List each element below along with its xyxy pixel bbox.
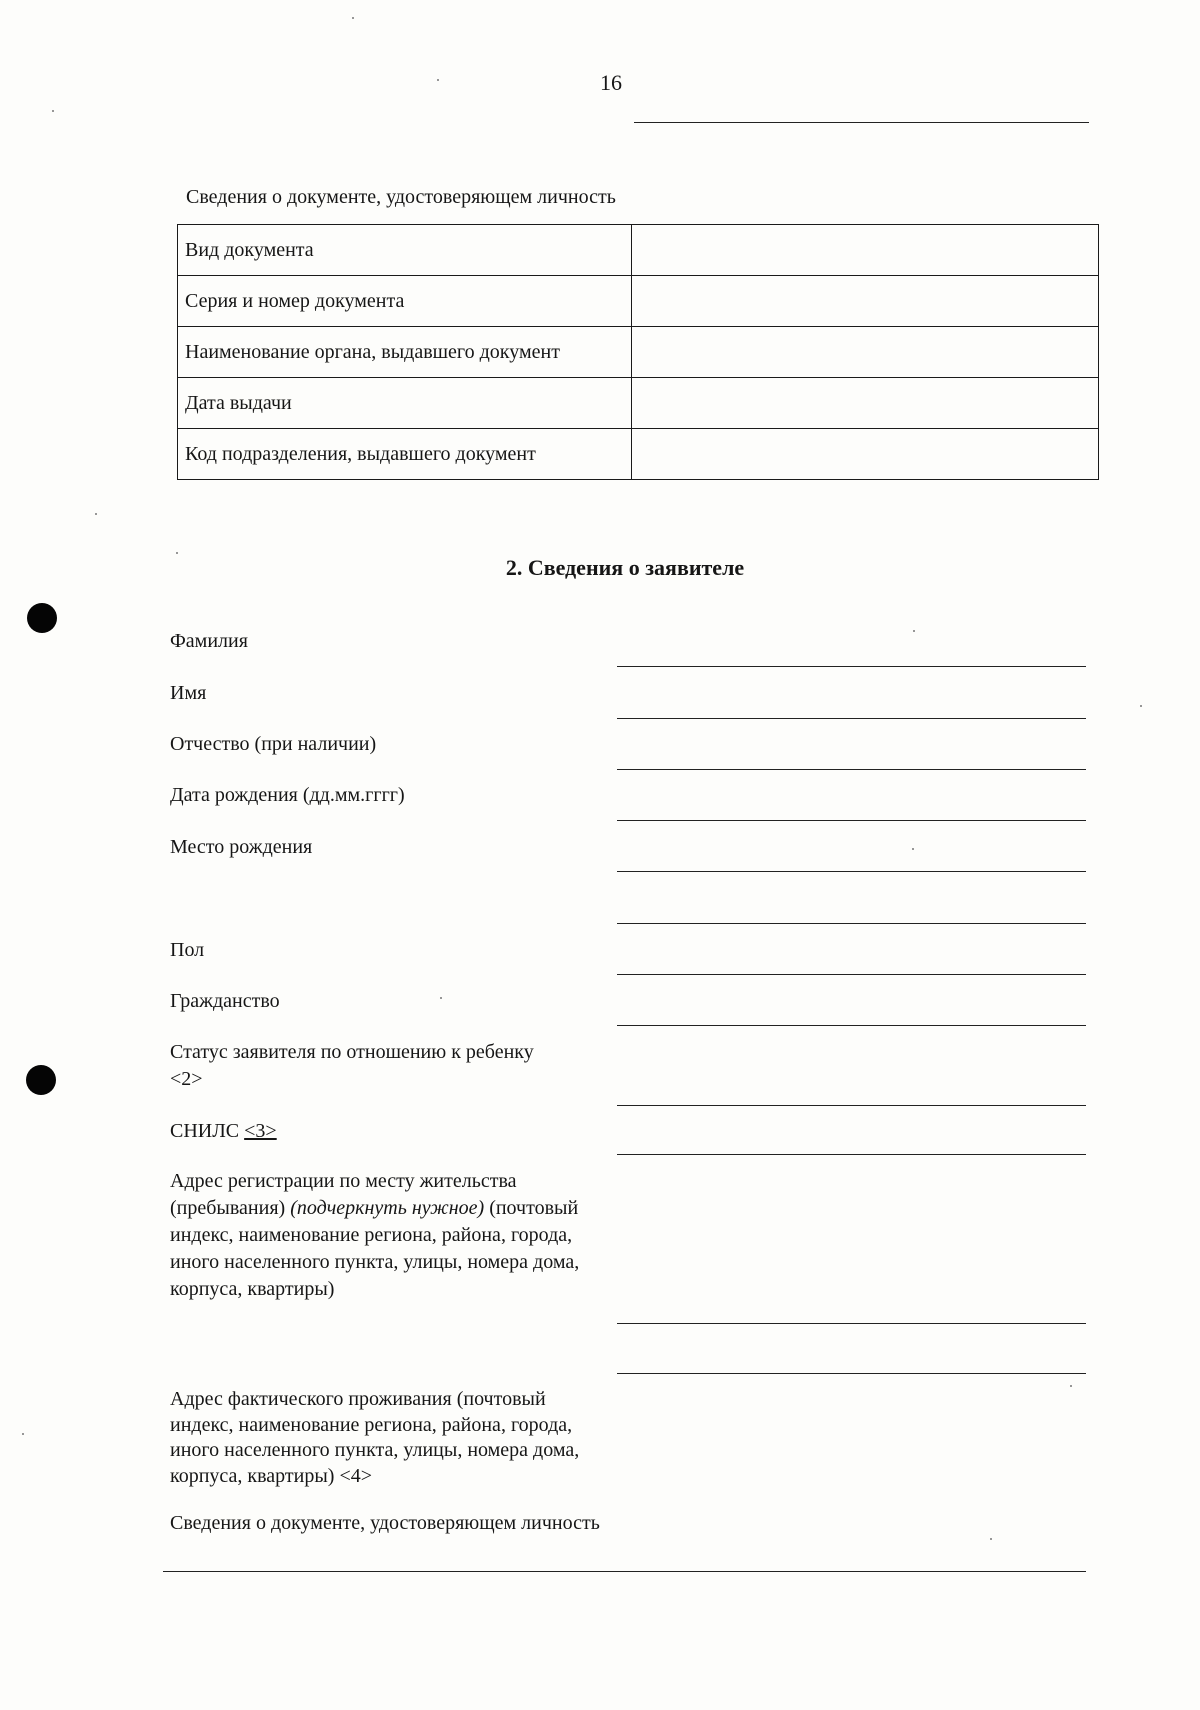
- registration-address-field[interactable]: [617, 1323, 1086, 1324]
- row-value-document-type[interactable]: [632, 225, 1099, 276]
- table-row: [178, 429, 1099, 480]
- scan-speck: [913, 630, 915, 632]
- scan-speck: [437, 79, 439, 81]
- surname-label: Фамилия: [170, 630, 248, 652]
- identity-document-caption: Сведения о документе, удостоверяющем личность: [186, 186, 616, 208]
- status-label: [170, 1039, 610, 1093]
- table-row: [178, 225, 1099, 276]
- birth-place-field[interactable]: [617, 871, 1086, 872]
- snils-label: [170, 1118, 277, 1145]
- registration-address-text: Адрес регистрации по месту жительства (пребывания): [170, 1170, 517, 1219]
- sex-field[interactable]: [617, 974, 1086, 975]
- scan-speck: [1070, 1385, 1072, 1387]
- scan-speck: [352, 17, 354, 19]
- name-field[interactable]: [617, 718, 1086, 719]
- scan-speck: [912, 848, 914, 850]
- scan-speck: [176, 552, 178, 554]
- status-field[interactable]: [617, 1105, 1086, 1106]
- row-label-issue-date: Дата выдачи: [178, 378, 632, 429]
- citizenship-label: Гражданство: [170, 990, 280, 1012]
- row-value-department-code[interactable]: [632, 429, 1099, 480]
- row-label-document-type: Вид документа: [178, 225, 632, 276]
- scan-speck: [52, 110, 54, 112]
- header-rule: [634, 122, 1089, 123]
- page-number: 16: [600, 70, 622, 95]
- birth-place-label: Место рождения: [170, 836, 313, 858]
- applicant-id-document-field[interactable]: [163, 1571, 1086, 1572]
- section-title: 2. Сведения о заявителе: [505, 555, 745, 580]
- scan-speck: [990, 1538, 992, 1540]
- snils-text: СНИЛС: [170, 1120, 240, 1142]
- registration-address-label: [170, 1168, 610, 1303]
- applicant-id-document-caption: Сведения о документе, удостоверяющем личность: [170, 1512, 600, 1534]
- punch-hole: [27, 603, 57, 633]
- row-value-series-number[interactable]: [632, 276, 1099, 327]
- registration-address-field-line2[interactable]: [617, 1373, 1086, 1374]
- registration-address-note: (подчеркнуть нужное): [290, 1197, 485, 1219]
- scan-speck: [22, 1433, 24, 1435]
- status-footnote-ref: <2>: [170, 1068, 203, 1090]
- birth-date-label: Дата рождения (дд.мм.гггг): [170, 784, 405, 806]
- citizenship-field[interactable]: [617, 1025, 1086, 1026]
- row-value-issuing-authority[interactable]: [632, 327, 1099, 378]
- row-value-issue-date[interactable]: [632, 378, 1099, 429]
- snils-field[interactable]: [617, 1154, 1086, 1155]
- sex-label: Пол: [170, 939, 205, 961]
- birth-place-field-line2[interactable]: [617, 923, 1086, 924]
- scan-speck: [95, 513, 97, 515]
- patronymic-field[interactable]: [617, 769, 1086, 770]
- snils-footnote-ref: <3>: [244, 1120, 277, 1142]
- table-row: [178, 276, 1099, 327]
- row-label-issuing-authority: Наименование органа, выдавшего документ: [178, 327, 632, 378]
- birth-date-field[interactable]: [617, 820, 1086, 821]
- name-label: Имя: [170, 682, 207, 704]
- table-row: [178, 378, 1099, 429]
- punch-hole: [26, 1065, 56, 1095]
- actual-address-label: Адрес фактического проживания (почтовый индекс, наименование региона, района, города, иного населенного пункта, улицы, номера дома, корпуса, квартиры) <4>: [170, 1388, 580, 1487]
- patronymic-label: Отчество (при наличии): [170, 733, 377, 755]
- surname-field[interactable]: [617, 666, 1086, 667]
- row-label-department-code: Код подразделения, выдавшего документ: [178, 429, 632, 480]
- registration-address-details: (почтовый индекс, наименование региона, района, города, иного населенного пункта, улицы, номера дома, корпуса, квартиры): [170, 1197, 580, 1300]
- status-label-text: Статус заявителя по отношению к ребенку: [170, 1041, 534, 1063]
- identity-document-table: [177, 224, 1099, 480]
- scan-speck: [440, 997, 442, 999]
- row-label-series-number: Серия и номер документа: [178, 276, 632, 327]
- table-row: [178, 327, 1099, 378]
- scan-speck: [1140, 705, 1142, 707]
